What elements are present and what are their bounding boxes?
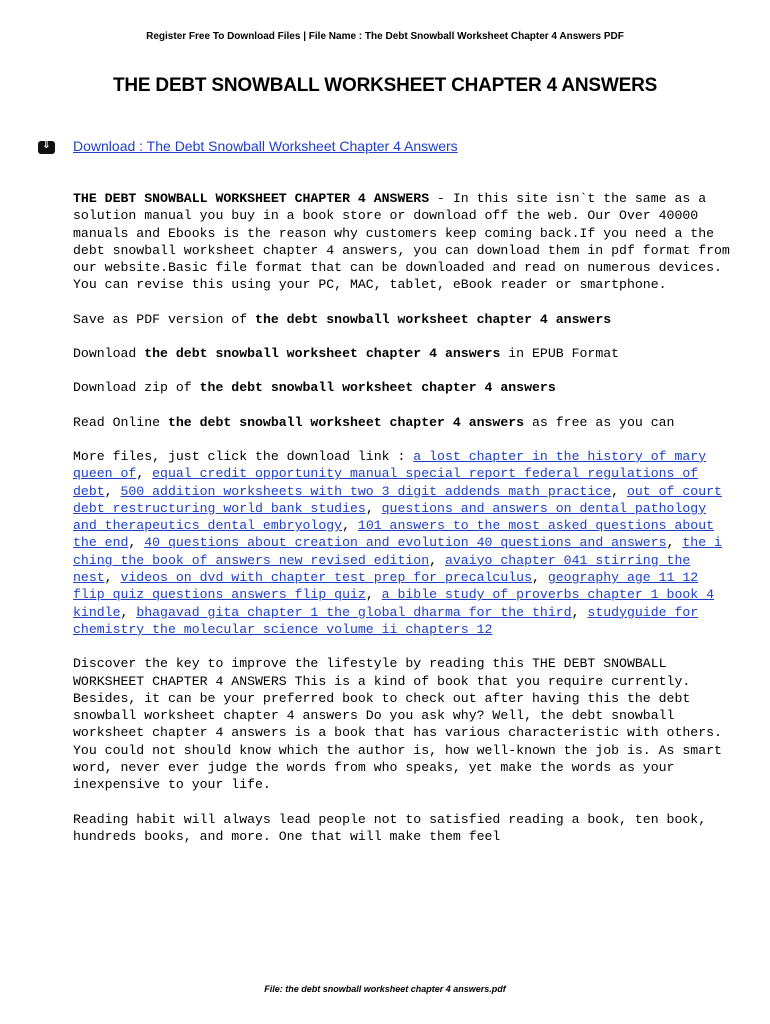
intro-text: - In this site isn`t the same as a solution manual you buy in a book store or download off the web. Our Over 40000 manuals and Ebooks is the reason why customers keep coming back.If you need a the debt snowball worksheet chapter 4 answers, you can download them in pdf format from our website.Basic file format that can be downloaded and read on numerous devices. You can revise this using your PC, MAC, tablet, eBook reader or smartphone. [73,191,730,293]
epub-suffix: in EPUB Format [500,346,620,362]
zip-line [73,379,733,396]
link-separator: , [532,570,548,586]
more-files-link[interactable]: questions and answers on dental pathology and therapeutics dental embryology [73,500,707,534]
read-online-title: the debt snowball worksheet chapter 4 answers [167,414,525,430]
link-separator: , [429,552,445,568]
download-row [38,138,738,158]
link-separator: , [365,500,382,516]
more-files-prefix: More files, just click the download link : [73,448,414,464]
more-files-link[interactable]: a lost chapter in the history of mary queen of [73,448,707,482]
save-pdf-line [73,311,733,328]
link-separator: , [120,604,137,620]
more-files-link[interactable]: 500 addition worksheets with two 3 digit addends math practice [120,483,612,499]
download-link[interactable]: Download : The Debt Snowball Worksheet Chapter 4 Answers [73,138,458,154]
more-files-link[interactable]: geography age 11 12 flip quiz questions answers flip quiz [73,570,699,603]
more-files-link[interactable]: videos on dvd with chapter test prep for precalculus [120,570,533,586]
link-separator: , [104,570,121,586]
link-separator: , [571,604,588,620]
body-text [73,190,733,862]
discover-paragraph: Discover the key to improve the lifestyle by reading this THE DEBT SNOWBALL WORKSHEET CHAPTER 4 ANSWERS This is a kind of book that you require currently. Besides, it can be your preferred book to check out after having this the debt snowball worksheet chapter 4 answers Do you ask why? Well, the debt snowball worksheet chapter 4 answers is a book that has various characteristic with others. You could not should know which the author is, how well-known the job is. As smart word, never ever judge the words from who speaks, yet make the words as your inexpensive to your life. [73,656,722,793]
link-separator: , [342,518,358,534]
more-files-link[interactable]: out of court debt restructuring world bank studies [73,483,722,516]
more-files-link[interactable]: 101 answers to the most asked questions about the end [73,518,715,551]
intro-paragraph [73,190,733,294]
zip-prefix: Download zip of [73,380,200,396]
reading-paragraph: Reading habit will always lead people not to satisfied reading a book, ten book, hundreds books, and more. One that will make them feel [73,811,707,844]
save-pdf-prefix: Save as PDF version of [73,311,256,327]
more-files-link[interactable]: studyguide for chemistry the molecular science volume ii chapters 12 [73,604,699,637]
more-files-link[interactable]: equal credit opportunity manual special report federal regulations of debt [73,466,699,499]
more-files-link[interactable]: avaiyo chapter 041 stirring the nest [73,552,691,586]
link-separator: , [128,535,145,551]
page-header: Register Free To Download Files | File Name : The Debt Snowball Worksheet Chapter 4 Answers PDF [146,31,624,42]
intro-bold-title: THE DEBT SNOWBALL WORKSHEET CHAPTER 4 ANSWERS [73,191,430,206]
link-separator: , [136,466,153,482]
save-pdf-title: the debt snowball worksheet chapter 4 answers [255,311,612,327]
more-files-link[interactable]: a bible study of proverbs chapter 1 book 4 kindle [73,587,715,620]
page-footer: File: the debt snowball worksheet chapter 4 answers.pdf [264,984,506,994]
epub-prefix: Download [73,346,145,362]
link-separator: , [666,535,683,551]
read-online-suffix: as free as you can [524,414,675,430]
epub-title: the debt snowball worksheet chapter 4 answers [144,346,501,362]
zip-title: the debt snowball worksheet chapter 4 answers [199,380,556,396]
more-files-link[interactable]: 40 questions about creation and evolution 40 questions and answers [144,535,667,551]
read-online-line [73,414,733,431]
read-online-prefix: Read Online [73,414,168,430]
download-icon[interactable]: ⇓ [38,141,55,154]
more-files-link[interactable]: the i ching the book of answers new revised edition [73,535,722,568]
page-title: THE DEBT SNOWBALL WORKSHEET CHAPTER 4 ANSWERS [112,75,658,96]
more-files-link[interactable]: bhagavad gita chapter 1 the global dharma for the third [136,604,572,620]
link-separator: , [104,483,121,499]
link-separator: , [365,587,382,603]
more-files-paragraph [73,448,733,638]
link-separator: , [611,483,627,499]
epub-line [73,345,733,362]
